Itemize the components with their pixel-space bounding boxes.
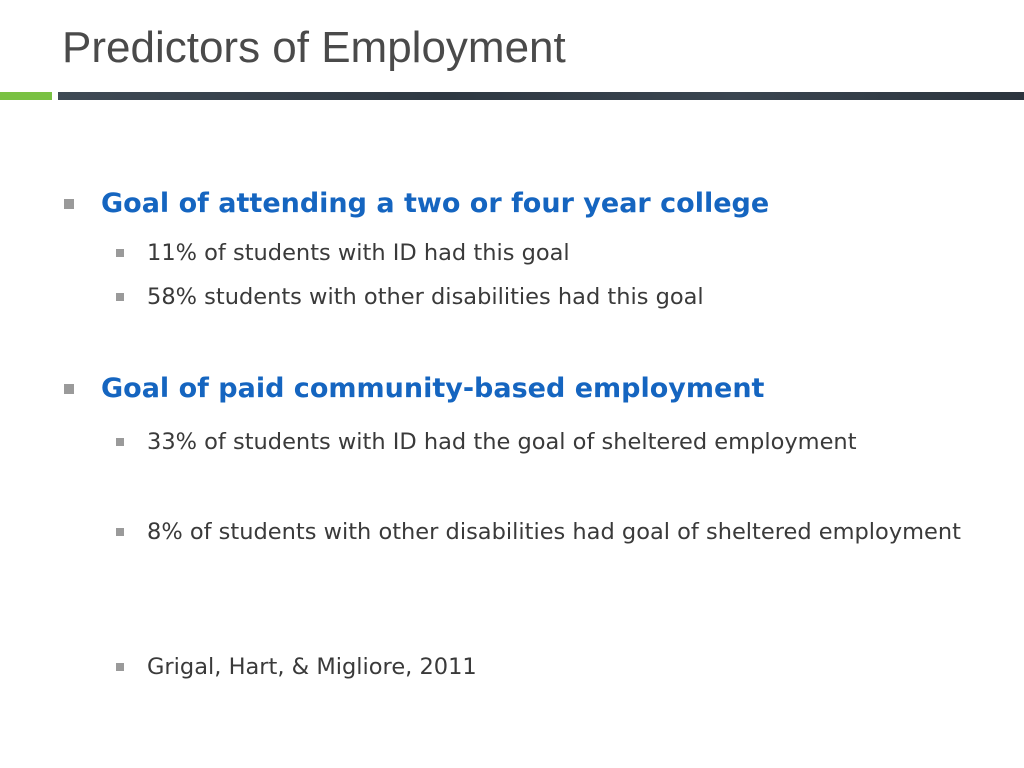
bullet-heading-college — [64, 186, 769, 222]
square-bullet-icon — [64, 384, 74, 394]
list-item-text: 11% of students with ID had this goal — [147, 240, 570, 266]
bullet-heading-text: Goal of attending a two or four year college — [101, 188, 770, 219]
bullet-heading-text: Goal of paid community-based employment — [101, 373, 765, 404]
list-item-text: 33% of students with ID had the goal of sheltered employment — [147, 429, 857, 455]
list-item — [116, 238, 977, 274]
square-bullet-icon — [116, 249, 124, 257]
square-bullet-icon — [64, 199, 74, 209]
list-item-text: 8% of students with other disabilities had goal of sheltered employment — [147, 519, 961, 545]
square-bullet-icon — [116, 528, 124, 536]
square-bullet-icon — [116, 438, 124, 446]
list-item — [116, 427, 977, 463]
bullet-heading-employment — [64, 371, 764, 407]
citation — [116, 652, 977, 688]
square-bullet-icon — [116, 293, 124, 301]
list-item-text: 58% students with other disabilities had this goal — [147, 284, 704, 310]
slide-title: Predictors of Employment — [62, 23, 566, 72]
list-item — [116, 282, 977, 318]
square-bullet-icon — [116, 663, 124, 671]
citation-text: Grigal, Hart, & Migliore, 2011 — [147, 654, 477, 680]
list-item — [116, 517, 977, 553]
